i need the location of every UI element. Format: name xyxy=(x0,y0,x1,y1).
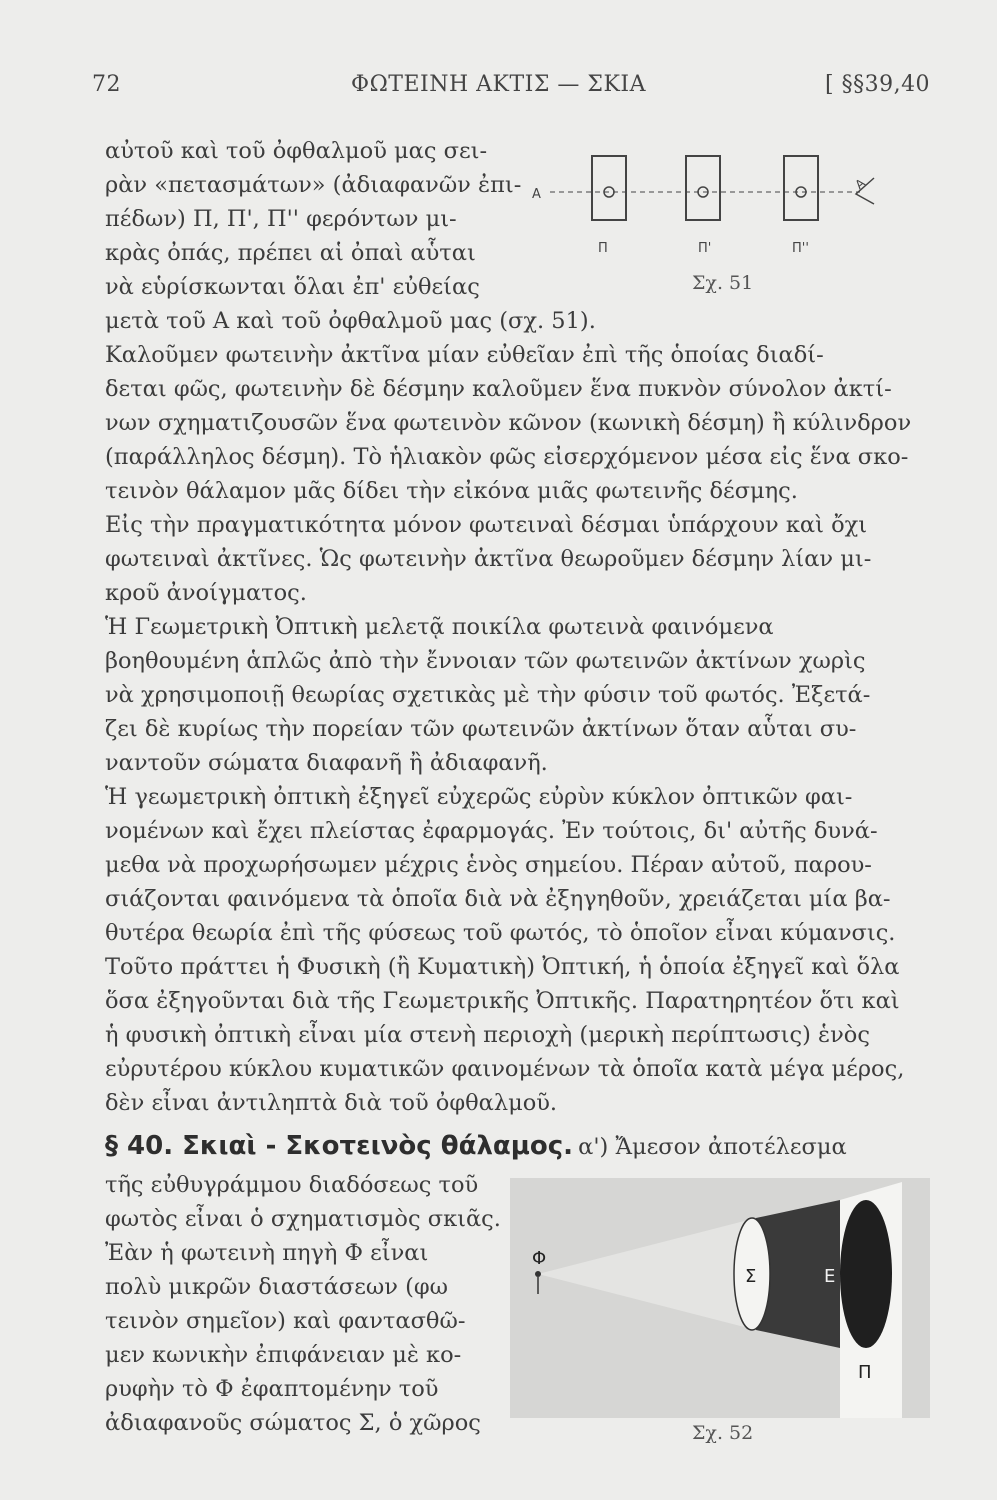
text-line: νων σχηματιζουσῶν ἕνα φωτεινὸν κῶνον (κωνικὴ δέσμη) ἢ κύλινδρον xyxy=(105,410,912,436)
section-40-lead: α') Ἄμεσον ἀποτέλεσμα xyxy=(578,1134,847,1160)
text-line: νομένων καὶ ἔχει πλείστας ἐφαρμογάς. Ἐν τούτοις, δι' αὐτῆς δυνά- xyxy=(105,818,878,844)
section-40-text xyxy=(105,1168,501,1440)
text-line: δεται φῶς, φωτεινὴν δὲ δέσμην καλοῦμεν ἕνα πυκνὸν σύνολον ἀκτί- xyxy=(105,376,892,402)
text-line: πέδων) Π, Π', Π'' φερόντων μι- xyxy=(105,206,457,232)
text-line: κρὰς ὀπάς, πρέπει αἱ ὀπαὶ αὗται xyxy=(105,240,476,266)
text-line: ἡ φυσικὴ ὀπτικὴ εἶναι μία στενὴ περιοχὴ (μερικὴ περίπτωσις) ἑνὸς xyxy=(105,1022,870,1048)
text-line: μετὰ τοῦ Α καὶ τοῦ ὀφθαλμοῦ μας (σχ. 51). xyxy=(105,308,596,334)
section-40-heading-line xyxy=(105,1126,847,1166)
screen-3 xyxy=(784,156,818,220)
text-line: ρυφὴν τὸ Φ ἐφαπτομένην τοῦ xyxy=(105,1376,439,1402)
running-title: ΦΩΤΕΙΝΗ ΑΚΤΙΣ — ΣΚΙΑ xyxy=(351,72,646,97)
text-line: τεινὸν θάλαμον μᾶς δίδει τὴν εἰκόνα μιᾶς φωτεινῆς δέσμης. xyxy=(105,478,798,504)
text-line: αὐτοῦ καὶ τοῦ ὀφθαλμοῦ μας σει- xyxy=(105,138,488,164)
text-line: δὲν εἶναι ἀντιληπτὰ διὰ τοῦ ὀφθαλμοῦ. xyxy=(105,1090,558,1116)
text-line: Εἰς τὴν πραγματικότητα μόνον φωτειναὶ δέσμαι ὑπάρχουν καὶ ὄχι xyxy=(105,512,868,538)
screen-label-1: Π xyxy=(598,241,608,256)
screen-1 xyxy=(592,156,626,220)
text-line: Καλοῦμεν φωτεινὴν ἀκτῖνα μίαν εὐθεῖαν ἐπὶ τῆς ὁποίας διαδί- xyxy=(105,342,824,368)
text-line: νὰ χρησιμοποιῇ θεωρίας σχετικὰς μὲ τὴν φύσιν τοῦ φωτός. Ἐξετά- xyxy=(105,682,871,708)
text-line: Ἐὰν ἡ φωτεινὴ πηγὴ Φ εἶναι xyxy=(105,1240,429,1266)
text-line: θυτέρα θεωρία ἐπὶ τῆς φύσεως τοῦ φωτός, τὸ ὁποῖον εἶναι κύμανσις. xyxy=(105,920,896,946)
screen-2 xyxy=(686,156,720,220)
figure-51-caption: Σχ. 51 xyxy=(692,272,754,294)
main-text xyxy=(105,304,911,1120)
figure-51-diagram xyxy=(530,148,890,258)
text-line: ναντοῦν σώματα διαφανῆ ἢ ἀδιαφανῆ. xyxy=(105,750,548,776)
eye-label: A xyxy=(852,175,868,192)
text-line: φωτειναὶ ἀκτῖνες. Ὡς φωτεινὴν ἀκτῖνα θεωροῦμεν δέσμην λίαν μι- xyxy=(105,546,872,572)
figure-52-diagram xyxy=(510,1178,930,1418)
text-line: κροῦ ἀνοίγματος. xyxy=(105,580,307,606)
label-source: Φ xyxy=(532,1248,547,1269)
light-source-point xyxy=(535,1271,541,1277)
text-line: βοηθουμένη ἁπλῶς ἀπὸ τὴν ἔννοιαν τῶν φωτεινῶν ἀκτίνων χωρὶς xyxy=(105,648,866,674)
text-line: σιάζονται φαινόμενα τὰ ὁποῖα διὰ νὰ ἐξηγηθοῦν, χρειάζεται μία βα- xyxy=(105,886,891,912)
text-line: τεινὸν σημεῖον) καὶ φαντασθῶ- xyxy=(105,1308,466,1334)
label-shadow: Ε xyxy=(824,1266,836,1287)
label-body: Σ xyxy=(745,1266,757,1287)
text-line: Ἡ γεωμετρικὴ ὀπτικὴ ἐξηγεῖ εὐχερῶς εὐρὺν κύκλον ὀπτικῶν φαι- xyxy=(105,784,853,810)
text-line: Ἡ Γεωμετρικὴ Ὀπτικὴ μελετᾷ ποικίλα φωτεινὰ φαινόμενα xyxy=(105,614,774,640)
text-line: πολὺ μικρῶν διαστάσεων (φω xyxy=(105,1274,448,1300)
label-screen: Π xyxy=(858,1362,872,1383)
section-40-heading: § 40. Σκιαὶ - Σκοτεινὸς θάλαμος. xyxy=(105,1131,574,1161)
text-line: φωτὸς εἶναι ὁ σχηματισμὸς σκιᾶς. xyxy=(105,1206,501,1232)
text-line: (παράλληλος δέσμη). Τὸ ἡλιακὸν φῶς εἰσερχόμενον μέσα εἰς ἕνα σκο- xyxy=(105,444,909,470)
page-number: 72 xyxy=(92,72,121,97)
section-reference: [ §§39,40 xyxy=(825,72,931,97)
screen-label-3: Π'' xyxy=(792,241,809,256)
shadow-on-screen xyxy=(840,1200,892,1348)
text-line: μεθα νὰ προχωρήσωμεν μέχρις ἑνὸς σημείου. Πέραν αὐτοῦ, παρου- xyxy=(105,852,872,878)
text-line: ζει δὲ κυρίως τὴν πορείαν τῶν φωτεινῶν ἀκτίνων ὅταν αὗται συ- xyxy=(105,716,857,742)
figure-52-caption: Σχ. 52 xyxy=(692,1422,754,1444)
text-line: τῆς εὐθυγράμμου διαδόσεως τοῦ xyxy=(105,1172,479,1198)
text-line: ρὰν «πετασμάτων» (ἀδιαφανῶν ἐπι- xyxy=(105,172,522,198)
text-line: νὰ εὑρίσκωνται ὅλαι ἐπ' εὐθείας xyxy=(105,274,480,300)
light-source-label: A xyxy=(532,187,541,202)
intro-paragraph xyxy=(105,134,521,304)
text-line: ἀδιαφανοῦς σώματος Σ, ὁ χῶρος xyxy=(105,1410,481,1436)
text-line: Τοῦτο πράττει ἡ Φυσικὴ (ἢ Κυματικὴ) Ὀπτική, ἡ ὁποία ἐξηγεῖ καὶ ὅλα xyxy=(105,954,900,980)
text-line: μεν κωνικὴν ἐπιφάνειαν μὲ κο- xyxy=(105,1342,462,1368)
screen-label-2: Π' xyxy=(698,241,712,256)
text-line: ὅσα ἐξηγοῦνται διὰ τῆς Γεωμετρικῆς Ὀπτικῆς. Παρατηρητέον ὅτι καὶ xyxy=(105,988,900,1014)
text-line: εὐρυτέρου κύκλου κυματικῶν φαινομένων τὰ ὁποῖα κατὰ μέγα μέρος, xyxy=(105,1056,905,1082)
